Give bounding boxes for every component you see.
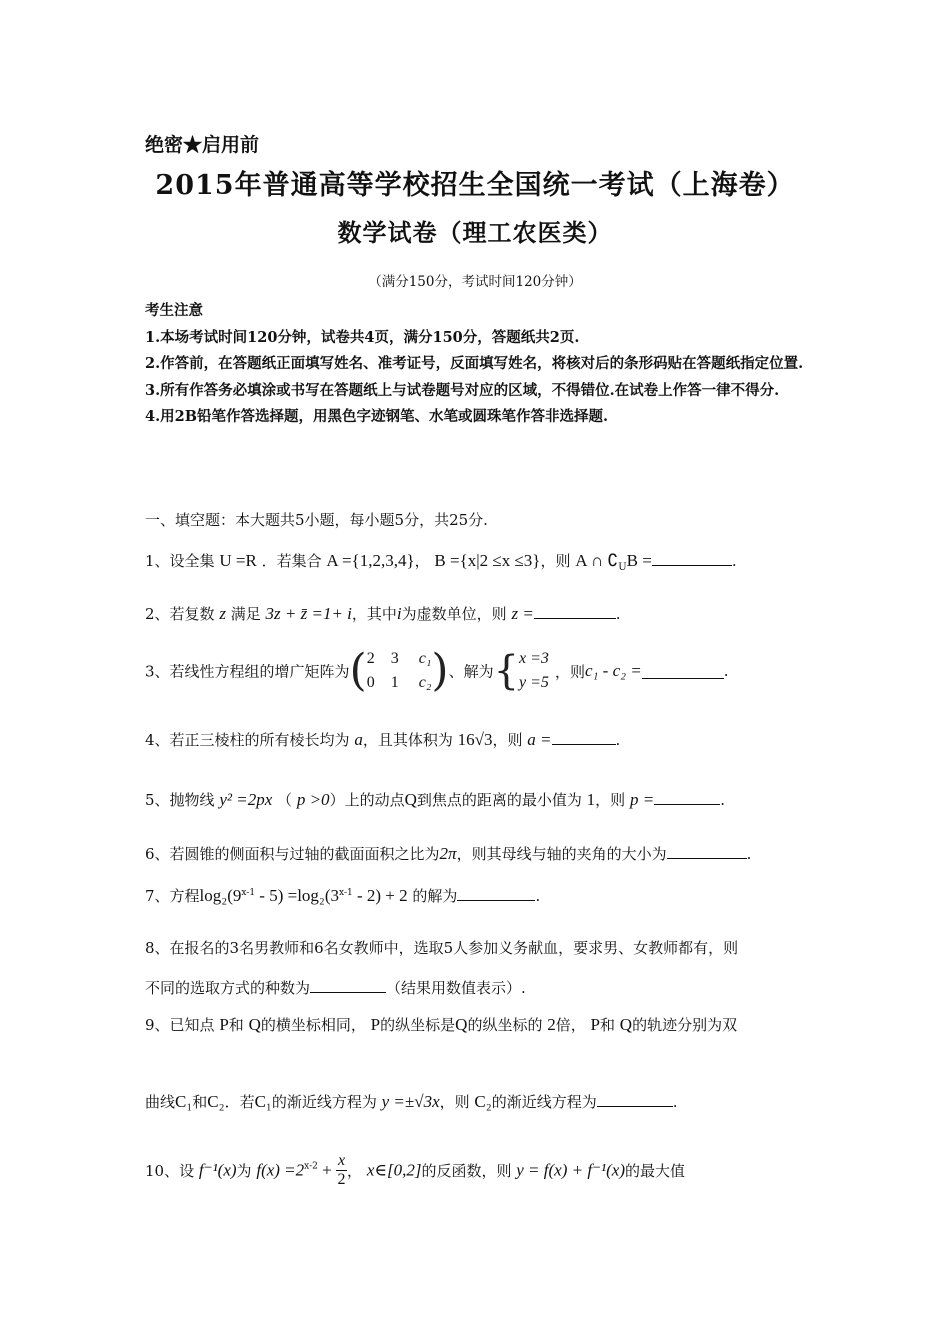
question-3: [145, 647, 729, 695]
q5-text: 到焦点的距离的最小值为: [416, 791, 582, 809]
answer-blank[interactable]: [310, 978, 386, 993]
q2-math-equation: 3z + z̄ =1+ i: [265, 604, 352, 623]
matrix-cell: 1: [390, 674, 399, 691]
q9-math-C1: C₁: [254, 1092, 272, 1111]
q9-text: 和: [600, 1016, 616, 1034]
q10-math-sum: y = f(x) + f⁻¹(x): [516, 1160, 626, 1180]
q10-math-plus: +: [317, 1160, 336, 1180]
q3-text: ，则: [554, 662, 585, 681]
q9-math-Q: Q: [455, 1015, 468, 1034]
question-4: [145, 729, 620, 750]
q2-end: .: [615, 605, 621, 623]
q9-text: 曲线: [145, 1093, 176, 1111]
q7-math-exp: x-1: [339, 888, 353, 898]
q6-text: ，则其母线与轴的夹角的大小为: [456, 845, 667, 863]
matrix-cell: c₂: [418, 674, 432, 691]
q9-text: 和: [192, 1093, 208, 1111]
question-9: [145, 1014, 737, 1035]
q2-text: 满足: [230, 605, 261, 623]
q2-math-z: z: [219, 604, 226, 623]
q9-text: 的渐近线方程为: [271, 1093, 377, 1111]
q9-text: 的渐近线方程为: [491, 1093, 597, 1111]
answer-blank[interactable]: [667, 844, 747, 859]
q9-math-two: 2: [547, 1015, 556, 1034]
q9-text: 和: [228, 1016, 244, 1034]
q1-text: ，则: [540, 552, 571, 570]
q9-math-P: P: [370, 1015, 381, 1034]
q4-text: 4、若正三棱柱的所有棱长均为: [145, 731, 350, 749]
question-10: [145, 1152, 685, 1189]
q4-text: ，则: [492, 731, 523, 749]
answer-blank[interactable]: [654, 790, 720, 805]
q9-end: .: [672, 1093, 678, 1111]
q5-math-Q: Q: [404, 790, 417, 809]
q10-text: 为: [236, 1162, 252, 1180]
q1-math-expr: A ∩ ∁: [575, 551, 619, 570]
exam-subtitle: 数学试卷（理工农医类）: [337, 218, 613, 247]
q9-text: 的纵坐标的: [467, 1016, 543, 1034]
q8-text: 8、在报名的3名男教师和6名女教师中，选取5人参加义务献血，要求男、女教师都有，则: [145, 939, 739, 957]
fraction-numerator: x: [337, 1152, 346, 1169]
q5-text: ，则: [595, 791, 626, 809]
answer-blank[interactable]: [552, 730, 616, 745]
q5-math-one: 1: [586, 790, 596, 809]
q1-text: ，: [414, 552, 430, 570]
answer-blank[interactable]: [642, 664, 724, 679]
q10-math-exp: x-2: [304, 1161, 318, 1172]
answer-blank[interactable]: [457, 886, 535, 901]
matrix-row: [367, 647, 432, 671]
q7-end: .: [535, 887, 541, 905]
q1-end: .: [731, 552, 737, 570]
q9-text: 倍，: [555, 1016, 586, 1034]
q3-text: 、解为: [448, 662, 494, 681]
section-heading: 一、填空题：本大题共5小题，每小题5分，共25分.: [145, 511, 488, 529]
q10-math-inverse: f⁻¹(x): [198, 1160, 237, 1180]
matrix-cell: 3: [390, 650, 399, 667]
answer-blank[interactable]: [652, 551, 732, 566]
q9-math-C2: C₂: [207, 1092, 225, 1111]
q8-text: （结果用数值表示）.: [386, 979, 526, 997]
q5-text: （: [277, 791, 293, 809]
matrix-cell: 0: [366, 674, 375, 691]
q10-text: 的反函数，则: [421, 1162, 512, 1180]
q6-end: .: [746, 845, 752, 863]
answer-blank[interactable]: [534, 604, 616, 619]
q3-end: .: [723, 662, 729, 680]
q2-text: 为虚数单位，则: [401, 605, 507, 623]
q9-text: 的轨迹分别为双: [632, 1016, 738, 1034]
q7-text: 的解为: [412, 887, 458, 905]
q5-math-condition: p >0: [296, 790, 330, 809]
q9-text: ．若: [224, 1093, 255, 1111]
q4-math-volume: 16√3: [457, 730, 493, 749]
q1-math-sub: U: [618, 562, 627, 573]
question-7: [145, 885, 540, 906]
q5-text: ）上的动点: [329, 791, 405, 809]
q10-math-function: f(x) =2: [256, 1160, 305, 1180]
q9-math-P: P: [590, 1015, 600, 1034]
q10-text: 的最大值: [625, 1162, 686, 1180]
matrix-row: [367, 671, 432, 695]
q9-math-asymptote: y =±√3x: [381, 1092, 440, 1111]
question-6: [145, 843, 751, 864]
answer-blank[interactable]: [597, 1092, 673, 1107]
q8-text: 不同的选取方式的种数为: [145, 979, 311, 997]
q4-end: .: [615, 731, 621, 749]
notice-item: 1.本场考试时间120分钟，试卷共4页，满分150分，答题纸共2页.: [145, 328, 580, 346]
q7-math-equation: - 2) + 2: [352, 886, 408, 905]
question-2: [145, 603, 621, 624]
notice-item: 4.用2B铅笔作答选择题，用黑色字迹钢笔、水笔或圆珠笔作答非选择题.: [145, 408, 609, 425]
q2-text: 2、若复数: [145, 605, 215, 623]
solution-system: [519, 647, 549, 695]
q4-math-a: a: [354, 730, 363, 749]
notice-block: [145, 298, 815, 431]
system-brace: {: [493, 648, 520, 694]
q2-text: ，其中: [351, 605, 397, 623]
q1-math-setA: A ={1,2,3,4}: [326, 551, 415, 570]
q9-math-C1: C₁: [175, 1092, 193, 1111]
matrix-cell: c₁: [418, 650, 432, 667]
q5-text: 5、抛物线: [145, 791, 215, 809]
solution-line: y =5: [519, 674, 549, 691]
notice-item: 2.作答前，在答题纸正面填写姓名、准考证号，反面填写姓名，将核对后的条形码贴在答题纸指定位置.: [145, 355, 804, 372]
question-8: [145, 937, 738, 958]
q1-text: ．若集合: [261, 552, 322, 570]
q6-text: 6、若圆锥的侧面积与过轴的截面面积之比为: [145, 845, 440, 863]
q3-text: 3、若线性方程组的增广矩阵为: [145, 662, 350, 681]
secret-label: 绝密★启用前: [145, 134, 260, 156]
q9-math-P: P: [219, 1015, 229, 1034]
q1-math-universe: U =R: [219, 551, 257, 570]
q2-math-i: i: [396, 604, 402, 623]
augmented-matrix: [367, 647, 432, 695]
exam-note: （满分150分，考试时间120分钟）: [368, 274, 582, 290]
q7-math-equation: log₂(9: [199, 886, 242, 905]
question-8-line2: [145, 977, 526, 998]
q5-end: .: [720, 791, 725, 809]
fraction-denominator: 2: [337, 1171, 346, 1188]
q6-math-ratio: 2π: [439, 844, 457, 863]
question-1: [145, 550, 737, 573]
q9-text: 的横坐标相同，: [260, 1016, 366, 1034]
q1-math-expr: B =: [626, 551, 652, 570]
q1-text: 1、设全集: [145, 552, 215, 570]
q3-math-expr: c₁ - c₂ =: [584, 661, 642, 680]
q9-text: 9、已知点: [145, 1016, 215, 1034]
q10-math-domain: x∈[0,2]: [366, 1160, 422, 1180]
matrix-bracket-right: ): [431, 645, 449, 696]
exam-title: 2015年普通高等学校招生全国统一考试（上海卷）: [155, 170, 795, 201]
q2-math-expr: z =: [511, 604, 534, 623]
notice-heading: 考生注意: [145, 302, 203, 319]
solution-line: x =3: [519, 650, 549, 667]
q7-math-equation: - 5) =log₂(3: [255, 886, 340, 905]
q9-text: ，则: [439, 1093, 470, 1111]
q1-math-setB: B ={x|2 ≤x ≤3}: [434, 551, 541, 570]
q4-text: ，且其体积为: [362, 731, 453, 749]
q7-text: 7、方程: [145, 887, 200, 905]
q9-math-Q: Q: [248, 1015, 261, 1034]
q9-math-Q: Q: [619, 1015, 633, 1034]
q10-fraction: [336, 1152, 347, 1189]
q9-math-C2: C₂: [474, 1092, 492, 1111]
matrix-cell: 2: [366, 650, 375, 667]
q9-text: 的纵坐标是: [380, 1016, 456, 1034]
q7-math-exp: x-1: [241, 888, 256, 898]
q5-math-parabola: y² =2px: [219, 790, 273, 809]
notice-item: 3.所有作答务必填涂或书写在答题纸上与试卷题号对应的区域，不得错位.在试卷上作答一律不得分.: [145, 381, 780, 399]
question-5: [145, 789, 725, 810]
question-9-line2: [145, 1091, 677, 1112]
q5-math-expr: p =: [629, 790, 655, 809]
q10-text: ，: [347, 1162, 363, 1180]
q10-text: 10、设: [145, 1162, 195, 1180]
matrix-bracket-left: (: [349, 645, 367, 696]
q4-math-expr: a =: [527, 730, 552, 749]
